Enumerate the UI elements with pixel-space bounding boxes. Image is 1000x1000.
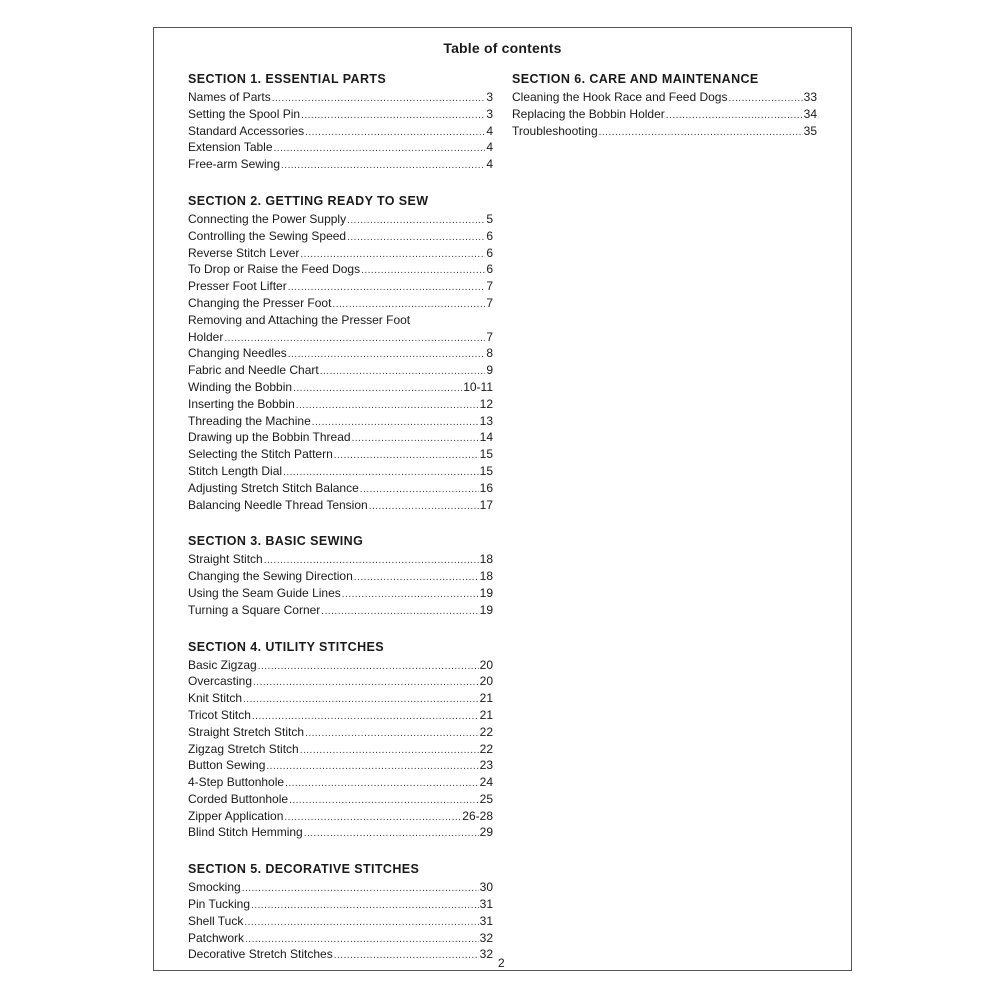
section-1	[188, 69, 493, 173]
entry-title-first-line: Removing and Attaching the Presser Foot	[188, 312, 411, 327]
entry-title: Replacing the Bobbin Holder	[512, 106, 665, 121]
toc-entry	[188, 774, 493, 791]
entry-title: Selecting the Stitch Pattern	[188, 447, 333, 462]
entry-page: 19	[479, 585, 493, 600]
toc-entry	[188, 930, 493, 947]
entry-title: Inserting the Bobbin	[188, 396, 295, 411]
entry-page: 35	[803, 123, 817, 138]
entry-page: 7	[486, 329, 493, 344]
entry-title: Setting the Spool Pin	[188, 106, 301, 121]
entry-title: Decorative Stretch Stitches	[188, 947, 333, 962]
toc-entry	[188, 396, 493, 413]
entry-page: 20	[479, 674, 493, 689]
entry-page: 18	[479, 569, 493, 584]
entry-page: 12	[479, 396, 493, 411]
entry-title: Smocking	[188, 880, 241, 895]
entry-page: 30	[479, 880, 493, 895]
entry-title: Blind Stitch Hemming	[188, 825, 303, 840]
entry-page: 25	[479, 791, 493, 806]
entry-page: 6	[486, 245, 493, 260]
entry-title: Using the Seam Guide Lines	[188, 585, 341, 600]
right-column	[512, 69, 817, 157]
entry-page: 33	[803, 90, 817, 104]
dot-leader	[334, 946, 479, 965]
page-number: 2	[498, 956, 505, 970]
toc-entry	[188, 791, 493, 808]
toc-entry	[188, 657, 493, 674]
entry-title: Basic Zigzag	[188, 657, 257, 672]
entry-title: Threading the Machine	[188, 413, 311, 428]
entry-page: 17	[479, 497, 493, 512]
toc-entry	[188, 228, 493, 245]
section-6	[512, 69, 817, 139]
section-4	[188, 637, 493, 842]
entry-title: Stitch Length Dial	[188, 463, 283, 478]
toc-entry	[188, 413, 493, 430]
section-heading: SECTION 3. BASIC SEWING	[188, 534, 364, 549]
toc-entry	[188, 245, 493, 262]
toc-entry	[188, 673, 493, 690]
entry-title: Shell Tuck	[188, 913, 244, 928]
entry-title: Extension Table	[188, 140, 273, 155]
entry-title: Drawing up the Bobbin Thread	[188, 430, 351, 445]
entry-title: Overcasting	[188, 674, 253, 689]
entry-page: 7	[486, 295, 493, 310]
toc-entry	[512, 89, 817, 106]
entry-title: Changing Needles	[188, 346, 287, 361]
toc-entry	[188, 429, 493, 446]
toc-entry	[188, 261, 493, 278]
toc-entry	[188, 278, 493, 295]
toc-entry	[188, 463, 493, 480]
entry-title: Zipper Application	[188, 808, 284, 823]
entry-page: 4	[486, 123, 493, 138]
toc-entry	[188, 106, 493, 123]
toc-entry	[188, 89, 493, 106]
entry-title: Names of Parts	[188, 90, 271, 104]
entry-title: Troubleshooting	[512, 123, 598, 138]
section-heading: SECTION 2. GETTING READY TO SEW	[188, 193, 429, 208]
entry-title: Turning a Square Corner	[188, 602, 321, 617]
entry-title: 4-Step Buttonhole	[188, 775, 285, 790]
entry-title: Knit Stitch	[188, 691, 243, 706]
entry-title: Straight Stitch	[188, 552, 263, 567]
entry-page: 7	[486, 279, 493, 294]
page-title: Table of contents	[443, 40, 562, 56]
section-5	[188, 859, 493, 963]
entry-page: 18	[479, 552, 493, 567]
toc-entry	[188, 879, 493, 896]
entry-title: To Drop or Raise the Feed Dogs	[188, 262, 361, 277]
dot-leader	[599, 123, 803, 142]
section-heading: SECTION 6. CARE AND MAINTENANCE	[512, 72, 759, 86]
entry-title: Fabric and Needle Chart	[188, 363, 319, 378]
dot-leader	[281, 156, 485, 175]
toc-entry	[188, 824, 493, 841]
entry-page: 29	[479, 825, 493, 840]
entry-title: Corded Buttonhole	[188, 791, 289, 806]
toc-entry	[188, 156, 493, 173]
entry-page: 31	[479, 897, 493, 912]
entry-page: 5	[486, 211, 493, 226]
entry-page: 15	[479, 447, 493, 462]
toc-entry	[188, 446, 493, 463]
toc-entry	[188, 585, 493, 602]
toc-entry	[188, 724, 493, 741]
entry-page: 21	[479, 707, 493, 722]
toc-entry	[188, 741, 493, 758]
dot-leader	[321, 602, 478, 621]
entry-title: Changing the Presser Foot	[188, 295, 332, 310]
toc-entry	[188, 295, 493, 312]
entry-page: 4	[486, 140, 493, 155]
entry-title: Straight Stretch Stitch	[188, 724, 305, 739]
entry-page: 16	[479, 480, 493, 495]
entry-page: 3	[486, 90, 493, 104]
entry-title: Cleaning the Hook Race and Feed Dogs	[512, 90, 728, 104]
toc-entry	[188, 329, 493, 346]
toc-entry	[188, 757, 493, 774]
toc-entry	[188, 480, 493, 497]
dot-leader	[332, 295, 485, 314]
entry-page: 21	[479, 691, 493, 706]
toc-entry	[188, 551, 493, 568]
dot-leader	[304, 824, 479, 843]
entry-title: Standard Accessories	[188, 123, 305, 138]
dot-leader	[369, 497, 479, 516]
entry-title: Button Sewing	[188, 758, 266, 773]
entry-page: 22	[479, 724, 493, 739]
toc-entry	[188, 808, 493, 825]
toc-entry	[512, 123, 817, 140]
entry-page: 8	[486, 346, 493, 361]
toc-entry	[188, 707, 493, 724]
entry-page: 32	[479, 947, 493, 962]
entry-page: 34	[803, 106, 817, 121]
entry-title: Tricot Stitch	[188, 707, 251, 722]
entry-page: 10-11	[463, 379, 493, 394]
entry-page: 22	[479, 741, 493, 756]
toc-entry	[188, 568, 493, 585]
entry-page: 31	[479, 913, 493, 928]
toc-entry	[188, 211, 493, 228]
entry-title: Free-arm Sewing	[188, 157, 281, 172]
entry-title: Zigzag Stretch Stitch	[188, 741, 299, 756]
toc-entry	[188, 896, 493, 913]
toc-entry	[188, 913, 493, 930]
entry-page: 20	[479, 657, 493, 672]
entry-page: 6	[486, 262, 493, 277]
toc-entry	[188, 139, 493, 156]
toc-entry	[188, 497, 493, 514]
entry-page: 13	[479, 413, 493, 428]
entry-title: Presser Foot Lifter	[188, 279, 287, 294]
section-3	[188, 531, 493, 618]
entry-page: 4	[486, 157, 493, 172]
section-2	[188, 191, 493, 513]
section-heading: SECTION 1. ESSENTIAL PARTS	[188, 72, 387, 86]
entry-title: Winding the Bobbin	[188, 379, 293, 394]
toc-entry	[188, 946, 493, 963]
entry-title: Changing the Sewing Direction	[188, 569, 353, 584]
entry-page: 24	[479, 775, 493, 790]
entry-title: Holder	[188, 329, 224, 344]
entry-page: 14	[479, 430, 493, 445]
entry-title: Reverse Stitch Lever	[188, 245, 300, 260]
entry-title: Patchwork	[188, 930, 245, 945]
toc-entry	[188, 602, 493, 619]
entry-page: 32	[479, 930, 493, 945]
entry-page: 6	[486, 228, 493, 243]
entry-title: Controlling the Sewing Speed	[188, 228, 347, 243]
section-heading: SECTION 5. DECORATIVE STITCHES	[188, 862, 420, 877]
entry-title: Connecting the Power Supply	[188, 211, 347, 226]
section-heading: SECTION 4. UTILITY STITCHES	[188, 639, 385, 654]
entry-page: 23	[479, 758, 493, 773]
left-column	[188, 69, 493, 981]
entry-title: Pin Tucking	[188, 897, 251, 912]
toc-entry	[188, 379, 493, 396]
document-page	[153, 27, 852, 971]
toc-entry	[188, 690, 493, 707]
entry-page: 26-28	[462, 808, 493, 823]
entry-page: 19	[479, 602, 493, 617]
toc-entry	[188, 362, 493, 379]
entry-page: 15	[479, 463, 493, 478]
toc-entry	[188, 123, 493, 140]
entry-title: Balancing Needle Thread Tension	[188, 497, 368, 512]
toc-entry	[188, 345, 493, 362]
toc-entry	[512, 106, 817, 123]
entry-page: 3	[486, 106, 493, 121]
entry-title: Adjusting Stretch Stitch Balance	[188, 480, 359, 495]
entry-page: 9	[486, 363, 493, 378]
